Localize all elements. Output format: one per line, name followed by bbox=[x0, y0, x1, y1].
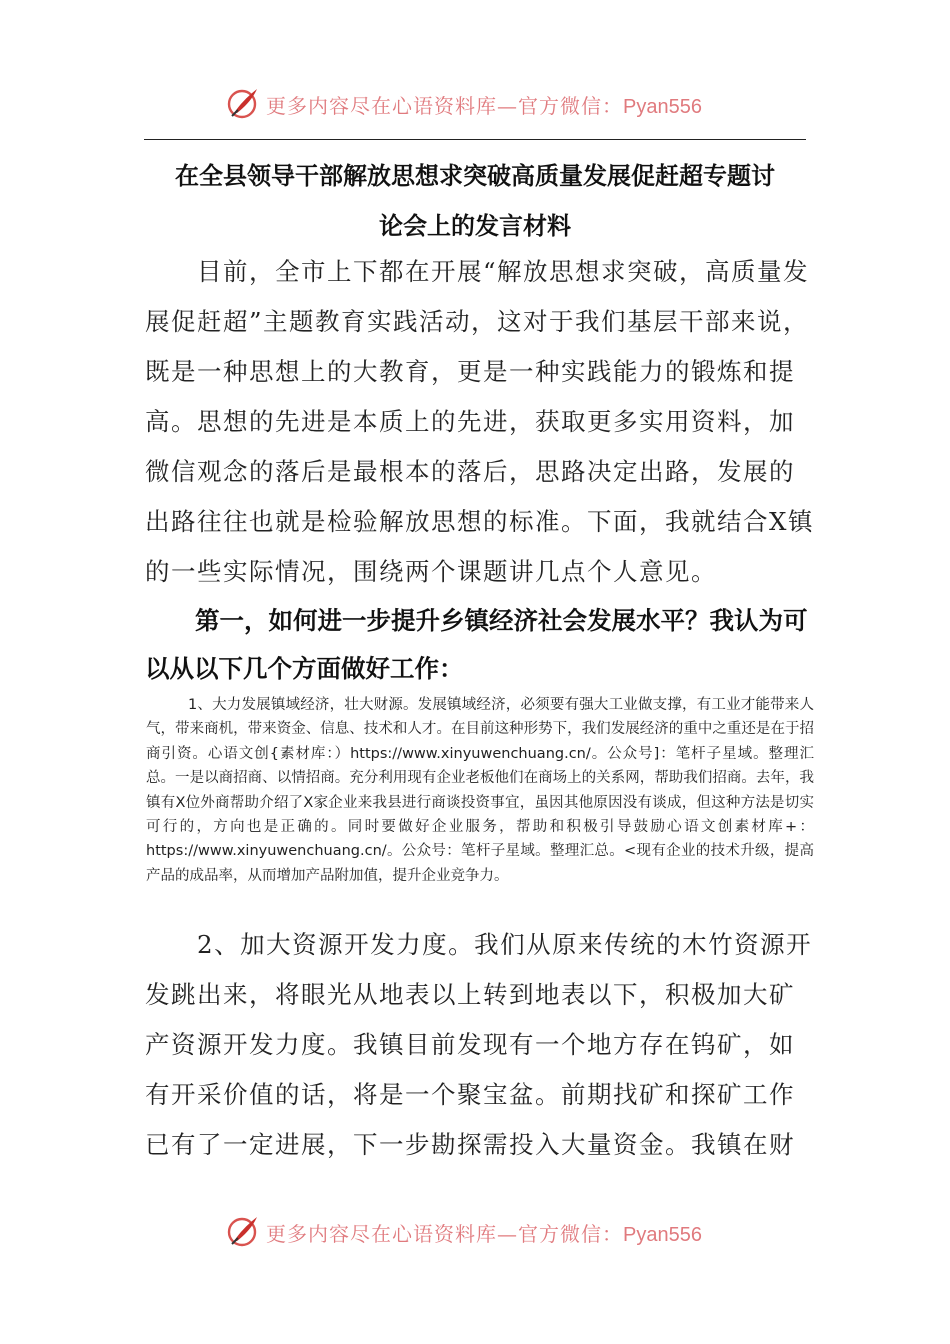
section1-heading bbox=[145, 597, 815, 693]
banner-text: 更多内容尽在心语资料库—官方微信：Pyan556 bbox=[266, 1222, 702, 1246]
point1-paragraph bbox=[146, 693, 814, 888]
section1-heading-text: 第一，如何进一步提升乡镇经济社会发展水平？我认为可以从以下几个方面做好工作： bbox=[145, 606, 808, 683]
wechat-id: Pyan556 bbox=[623, 1224, 702, 1246]
quill-logo-icon bbox=[226, 86, 260, 120]
point2-paragraph bbox=[145, 920, 815, 1170]
banner-text: 更多内容尽在心语资料库—官方微信：Pyan556 bbox=[266, 94, 702, 118]
wechat-id: Pyan556 bbox=[623, 96, 702, 118]
quill-logo-icon bbox=[226, 1214, 260, 1248]
point1-text: 1、大力发展镇域经济，壮大财源。发展镇域经济，必须要有强大工业做支撑，有工业才能带来人气，带来商机，带来资金、信息、技术和人才。在目前这种形势下，我们发展经济的重中之重还是在于招商引资。心语文创{素材库：）https://www.xinyuwenchuang.cn/。公众号]：笔杆子星域。整理汇总。一是以商招商、以情招商。充分利用现有企业老板他们在商场上的关系网，帮助我们招商。去年，我镇有X位外商帮助介绍了X家企业来我县进行商谈投资事宜，虽因其他原因没有谈成，但这种方法是切实可行的，方向也是正确的。同时要做好企业服务，帮助和积极引导鼓励心语文创素材库+：https://www.xinyuwenchuang.cn/。公众号：笔杆子星域。整理汇总。<现有企业的技术升级，提高产品的成品率，从而增加产品附加值，提升企业竞争力。 bbox=[146, 697, 814, 884]
document-title-line2: 论会上的发言材料 bbox=[379, 212, 571, 240]
document-title-line1: 在全县领导干部解放思想求突破高质量发展促赶超专题讨 bbox=[175, 162, 775, 190]
footer-banner bbox=[0, 1212, 950, 1252]
point2-text: 2、加大资源开发力度。我们从原来传统的木竹资源开发跳出来，将眼光从地表以上转到地表以下，积极加大矿产资源开发力度。我镇目前发现有一个地方存在钨矿，如有开采价值的话，将是一个聚宝盆。前期找矿和探矿工作已有了一定进展，下一步勘探需投入大量资金。我镇在财 bbox=[145, 930, 813, 1159]
intro-paragraph bbox=[145, 247, 815, 597]
header-banner bbox=[0, 84, 950, 124]
header-rule bbox=[144, 139, 806, 140]
intro-text: 目前，全市上下都在开展“解放思想求突破，高质量发展促赶超”主题教育实践活动，这对于我们基层干部来说，既是一种思想上的大教育，更是一种实践能力的锻炼和提高。思想的先进是本质上的先进，获取更多实用资料，加微信观念的落后是最根本的落后，思路决定出路，发展的出路往往也就是检验解放思想的标准。下面，我就结合X镇的一些实际情况，围绕两个课题讲几点个人意见。 bbox=[145, 257, 814, 586]
